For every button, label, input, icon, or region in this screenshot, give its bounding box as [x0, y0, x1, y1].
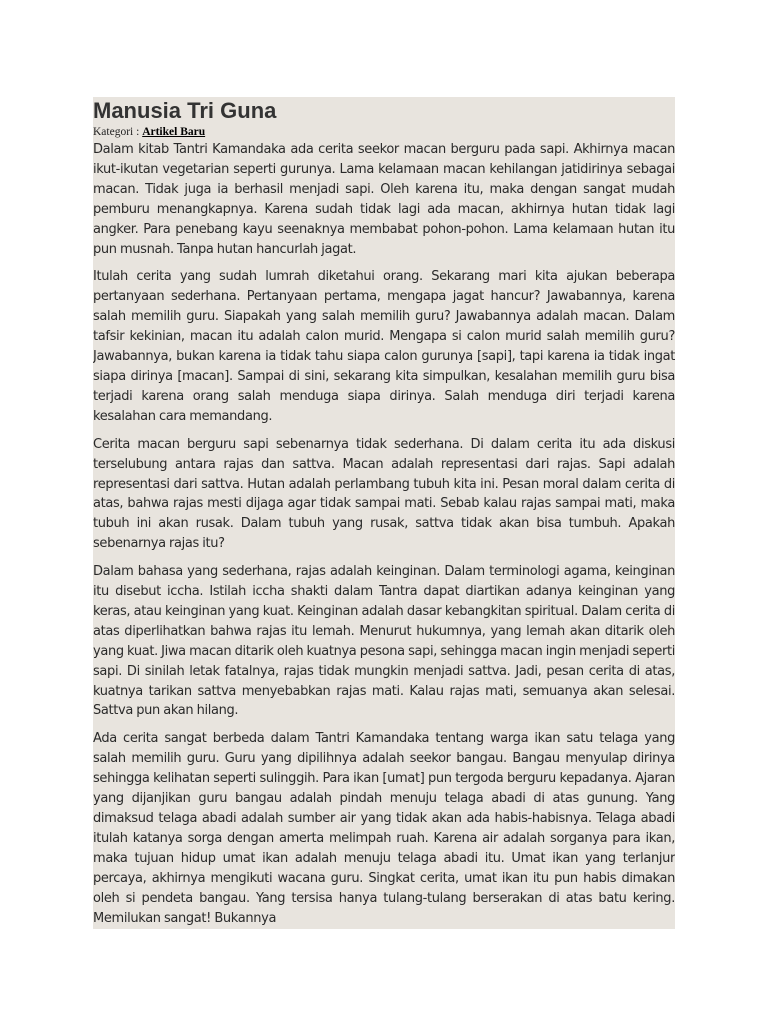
- category-line: [93, 125, 675, 139]
- article-body: [93, 140, 675, 928]
- article-panel: [93, 97, 675, 929]
- paragraph-2: Itulah cerita yang sudah lumrah diketahui orang. Sekarang mari kita ajukan beberapa pertanyaan sederhana. Pertanyaan pertama, mengapa jagat hancur? Jawabannya, karena salah memilih guru. Siapakah yang salah memilih guru? Jawabannya adalah macan. Dalam tafsir kekinian, macan itu adalah calon murid. Mengapa si calon murid salah memilih guru? Jawabannya, bukan karena ia tidak tahu siapa calon gurunya [sapi], tapi karena ia tidak ingat siapa dirinya [macan]. Sampai di sini, sekarang kita simpulkan, kesalahan memilih guru bisa terjadi karena orang salah menduga siapa dirinya. Salah menduga diri terjadi karena kesalahan cara memandang.: [93, 269, 675, 424]
- paragraph-5: Ada cerita sangat berbeda dalam Tantri Kamandaka tentang warga ikan satu telaga yang salah memilih guru. Guru yang dipilihnya adalah seekor bangau. Bangau menyulap dirinya sehingga kelihatan seperti sulinggih. Para ikan [umat] pun tergoda berguru kepadanya. Ajaran yang dijanjikan guru bangau adalah pindah menuju telaga abadi di atas gunung. Yang dimaksud telaga abadi adalah sumber air yang tidak akan ada habis-habisnya. Telaga abadi itulah katanya sorga dengan amerta melimpah ruah. Karena air adalah sorganya para ikan, maka tujuan hidup umat ikan adalah menuju telaga abadi itu. Umat ikan yang terlanjur percaya, akhirnya mengikuti wacana guru. Singkat cerita, umat ikan itu pun habis dimakan oleh si pendeta bangau. Yang tersisa hanya tulang-tulang berserakan di atas batu kering. Memilukan sangat! Bukannya: [93, 731, 675, 926]
- article-title: Manusia Tri Guna: [93, 98, 277, 123]
- category-link[interactable]: Artikel Baru: [142, 126, 206, 138]
- category-label: Kategori :: [93, 126, 140, 138]
- paragraph-4: Dalam bahasa yang sederhana, rajas adalah keinginan. Dalam terminologi agama, keinginan itu disebut iccha. Istilah iccha shakti dalam Tantra dapat diartikan adanya keinginan yang keras, atau keinginan yang kuat. Keinginan adalah dasar kebangkitan spiritual. Dalam cerita di atas diperlihatkan bahwa rajas itu lemah. Menurut hukumnya, yang lemah akan ditarik oleh yang kuat. Jiwa macan ditarik oleh kuatnya pesona sapi, sehingga macan ingin menjadi seperti sapi. Di sinilah letak fatalnya, rajas tidak mungkin menjadi sattva. Jadi, pesan cerita di atas, kuatnya tarikan sattva menyebabkan rajas mati. Kalau rajas mati, semuanya akan selesai. Sattva pun akan hilang.: [93, 564, 675, 719]
- paragraph-1: Dalam kitab Tantri Kamandaka ada cerita seekor macan berguru pada sapi. Akhirnya macan ikut-ikutan vegetarian seperti gurunya. Lama kelamaan macan kehilangan jatidirinya sebagai macan. Tidak juga ia berhasil menjadi sapi. Oleh karena itu, maka dengan sangat mudah pemburu menangkapnya. Karena sudah tidak lagi ada macan, akhirnya hutan tidak lagi angker. Para penebang kayu seenaknya membabat pohon-pohon. Lama kelamaan hutan itu pun musnah. Tanpa hutan hancurlah jagat.: [93, 142, 675, 257]
- paragraph-3: Cerita macan berguru sapi sebenarnya tidak sederhana. Di dalam cerita itu ada diskusi terselubung antara rajas dan sattva. Macan adalah representasi dari rajas. Sapi adalah representasi dari sattva. Hutan adalah perlambang tubuh kita ini. Pesan moral dalam cerita di atas, bahwa rajas mesti dijaga agar tidak sampai mati. Sebab kalau rajas sampai mati, maka tubuh ini akan rusak. Dalam tubuh yang rusak, sattva tidak akan bisa tumbuh. Apakah sebenarnya rajas itu?: [93, 436, 675, 552]
